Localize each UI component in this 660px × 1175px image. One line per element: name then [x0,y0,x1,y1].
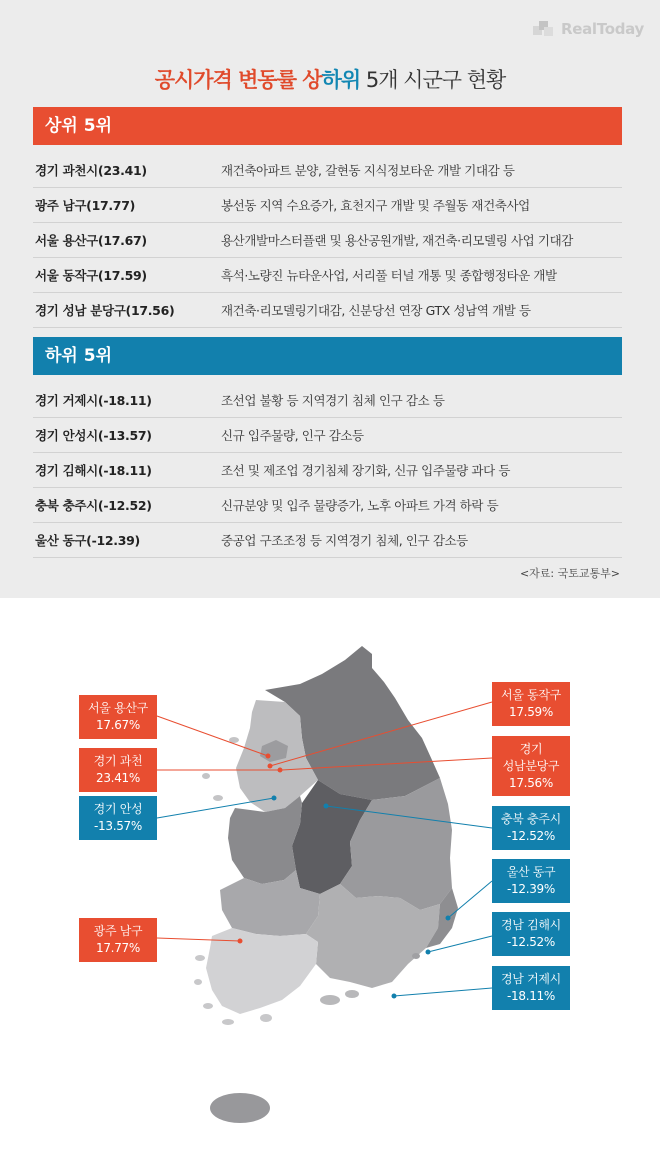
list-item [33,258,622,293]
map-island-jeju [210,1093,270,1123]
title-part-1: 공시가격 변동률 상 [154,68,322,92]
brand-logo [531,18,644,40]
callout-ulsan-donggu [492,859,570,903]
map-island [194,979,202,985]
callout-value: 17.59% [509,705,553,719]
map-island [222,1019,234,1025]
list-item [33,523,622,558]
map-island [203,1003,213,1009]
list-item [33,153,622,188]
list-item [33,488,622,523]
callout-seoul-dongjak [492,682,570,726]
reason-text: 조선업 불황 등 지역경기 침체 인구 감소 등 [221,393,445,408]
region-label: 충북 충주시(-12.52) [35,498,152,513]
callout-value: 23.41% [96,771,140,785]
callout-value: -12.52% [507,829,555,843]
reason-text: 신규분양 및 입주 물량증가, 노후 아파트 가격 하락 등 [221,498,499,513]
callout-gyeongnam-geoje [492,966,570,1010]
map-island [345,990,359,998]
region-label: 서울 용산구(17.67) [35,233,147,248]
reason-text: 용산개발마스터플랜 및 용산공원개발, 재건축·리모델링 사업 기대감 [221,233,573,248]
region-label: 경기 김해시(-18.11) [35,463,152,478]
region-label: 경기 안성시(-13.57) [35,428,152,443]
callout-gwangju-namgu [79,918,157,962]
callout-value: 17.56% [509,775,553,790]
reason-text: 조선 및 제조업 경기침체 장기화, 신규 입주물량 과다 등 [221,463,511,478]
callout-name: 광주 남구 [93,924,143,938]
reason-text: 흑석·노량진 뉴타운사업, 서리풀 터널 개통 및 종합행정타운 개발 [221,268,557,283]
map-island [320,995,340,1005]
list-item [33,383,622,418]
region-label: 서울 동작구(17.59) [35,268,147,283]
callout-name: 경기 안성 [93,802,143,816]
callout-gyeongnam-gimhae [492,912,570,956]
region-label: 경기 과천시(23.41) [35,163,147,178]
top5-header: 상위 5위 [33,107,622,145]
callout-name: 울산 동구 [506,865,556,879]
callout-value: -12.52% [507,935,555,949]
callout-value: -13.57% [94,819,142,833]
region-label: 경기 성남 분당구(17.56) [35,303,175,318]
map-island [213,795,223,801]
bottom5-list [33,383,622,558]
callout-value: -12.39% [507,882,555,896]
map-island [412,953,420,959]
reason-text: 재건축·리모델링기대감, 신분당선 연장 GTX 성남역 개발 등 [221,303,531,318]
reason-text: 봉선동 지역 수요증가, 효천지구 개발 및 주월동 재건축사업 [221,198,530,213]
callout-name: 서울 동작구 [501,688,561,702]
callout-name-line2: 성남분당구 [502,758,560,773]
map-region-jeonnam [206,928,318,1014]
region-label: 울산 동구(-12.39) [35,533,140,548]
list-item [33,293,622,328]
callout-gyeonggi-gwacheon [79,748,157,792]
callout-value: 17.77% [96,941,140,955]
bottom5-header: 하위 5위 [33,337,622,375]
reason-text: 중공업 구조조정 등 지역경기 침체, 인구 감소등 [221,533,468,548]
title-part-2: 하위 [321,68,361,92]
region-label: 광주 남구(17.77) [35,198,136,213]
callout-name: 경남 거제시 [501,972,561,986]
region-label: 경기 거제시(-18.11) [35,393,152,408]
list-item [33,418,622,453]
source-note: <자료: 국토교통부> [519,567,620,580]
map-island [260,1014,272,1022]
map-island [202,773,210,779]
callout-value: -18.11% [507,989,555,1003]
title-part-3: 5개 시군구 현황 [360,68,506,92]
top5-list [33,153,622,328]
callout-name-line1: 경기 [519,741,543,756]
korea-map-section [0,598,660,1175]
map-island [195,955,205,961]
list-item [33,188,622,223]
callout-name: 경남 김해시 [501,918,561,932]
callout-gyeonggi-bundang [492,736,570,796]
callout-seoul-yongsan [79,695,157,739]
callout-name: 서울 용산구 [88,701,148,715]
reason-text: 재건축아파트 분양, 갈현동 지식정보타운 개발 기대감 등 [221,163,515,178]
callout-name: 경기 과천 [93,754,143,768]
reason-text: 신규 입주물량, 인구 감소등 [221,428,364,443]
list-item [33,223,622,258]
callout-gyeonggi-anseong [79,796,157,840]
callout-name: 충북 충주시 [501,812,561,826]
logo-icon [531,18,555,40]
list-item [33,453,622,488]
brand-name: RealToday [560,20,644,38]
callout-chungbuk-chungju [492,806,570,850]
callout-value: 17.67% [96,718,140,732]
page-title [0,64,660,94]
